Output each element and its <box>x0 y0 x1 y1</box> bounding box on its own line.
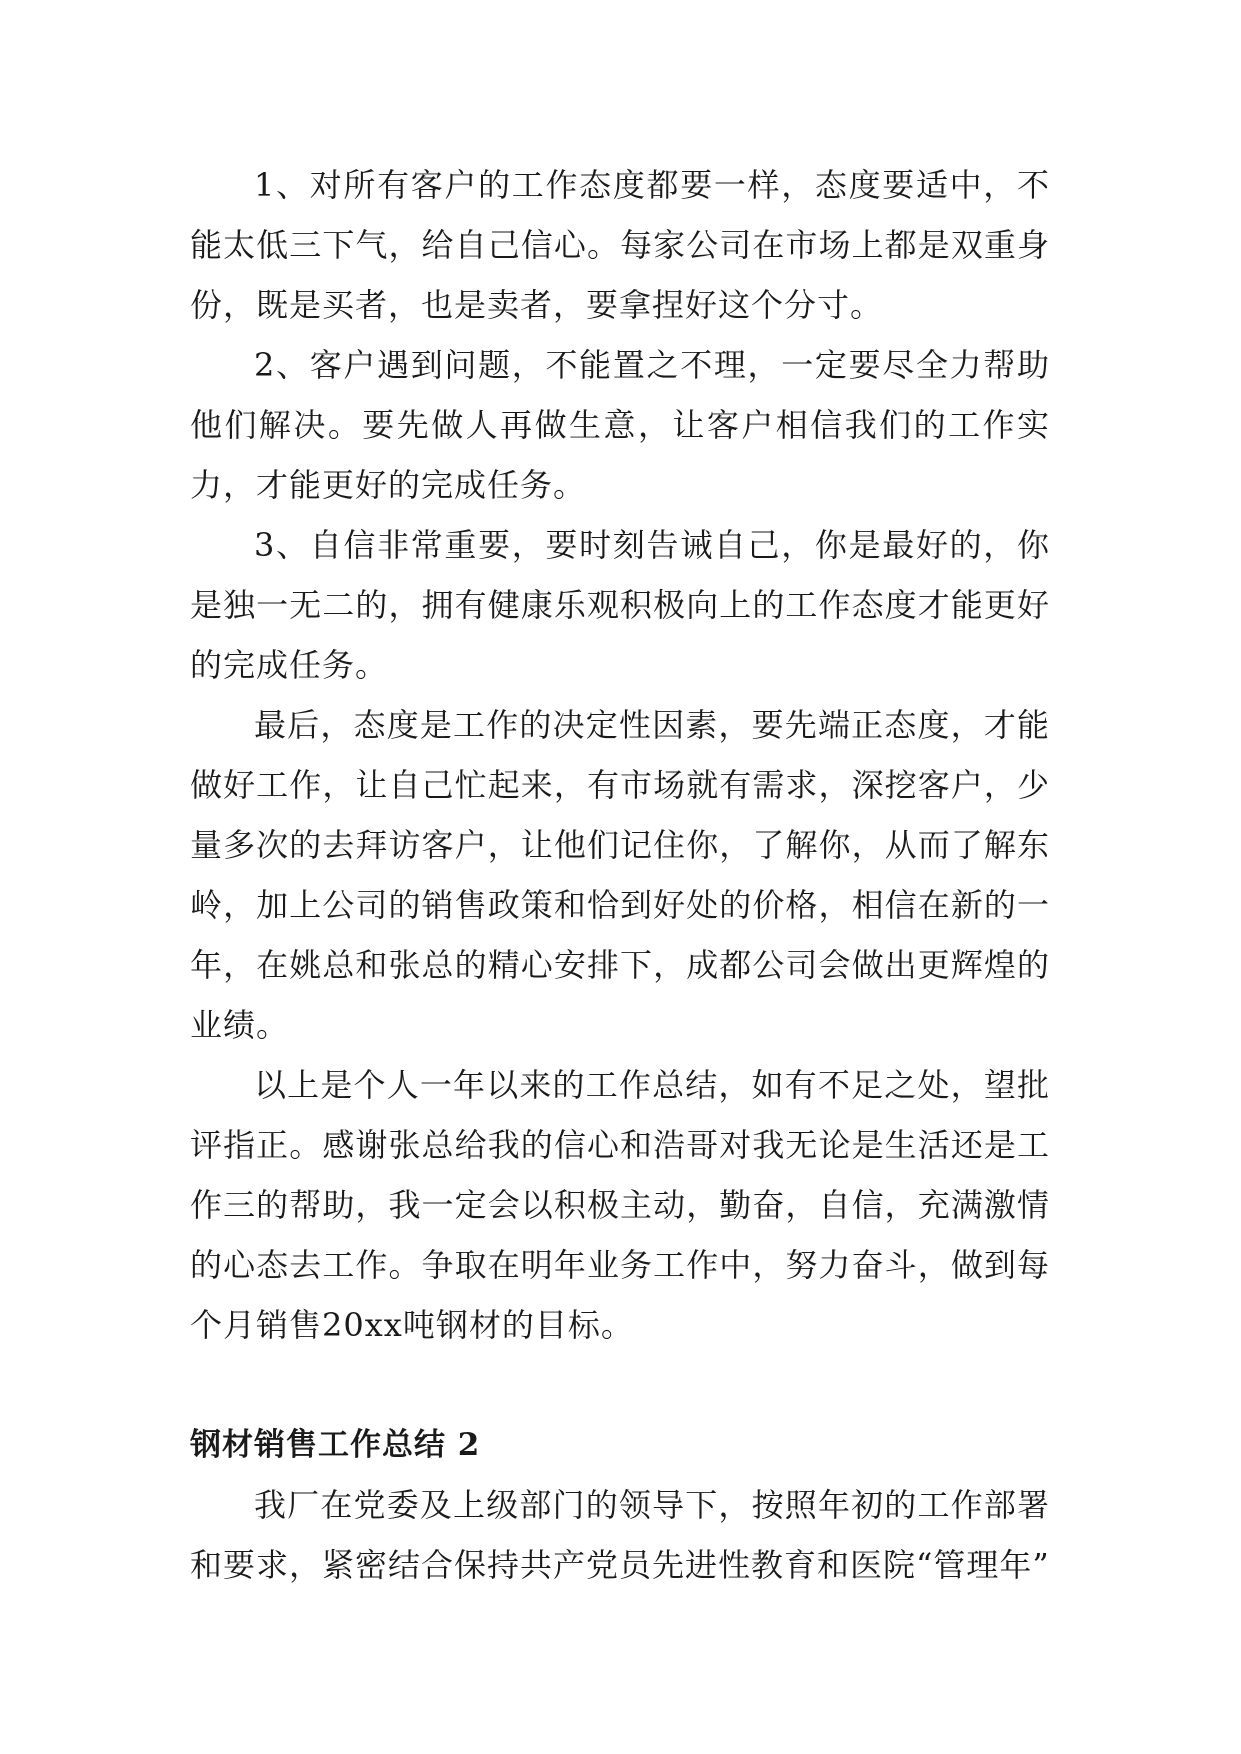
paragraph-1: 1、对所有客户的工作态度都要一样，态度要适中，不能太低三下气，给自己信心。每家公司在市场上都是双重身份，既是买者，也是卖者，要拿捏好这个分寸。 <box>190 166 1050 324</box>
paragraph-summary: 以上是个人一年以来的工作总结，如有不足之处，望批评指正。感谢张总给我的信心和浩哥对我无论是生活还是工作三的帮助，我一定会以积极主动，勤奋，自信，充满激情的心态去工作。争取在明年业务工作中，努力奋斗，做到每个月销售20xx吨钢材的目标。 <box>190 1066 1050 1344</box>
paragraph-conclusion: 最后，态度是工作的决定性因素，要先端正态度，才能做好工作，让自己忙起来，有市场就有需求，深挖客户，少量多次的去拜访客户，让他们记住你，了解你，从而了解东岭，加上公司的销售政策和恰到好处的价格，相信在新的一年，在姚总和张总的精心安排下，成都公司会做出更辉煌的业绩。 <box>190 706 1050 1044</box>
document-body <box>190 155 1050 1595</box>
paragraph-3: 3、自信非常重要，要时刻告诫自己，你是最好的，你是独一无二的，拥有健康乐观积极向上的工作态度才能更好的完成任务。 <box>190 526 1050 684</box>
section-heading: 钢材销售工作总结 2 <box>190 1427 481 1463</box>
paragraph-2: 2、客户遇到问题，不能置之不理，一定要尽全力帮助他们解决。要先做人再做生意，让客户相信我们的工作实力，才能更好的完成任务。 <box>190 346 1050 504</box>
section-paragraph-1: 我厂在党委及上级部门的领导下，按照年初的工作部署和要求，紧密结合保持共产党员先进性教育和医院“管理年” <box>190 1486 1050 1584</box>
